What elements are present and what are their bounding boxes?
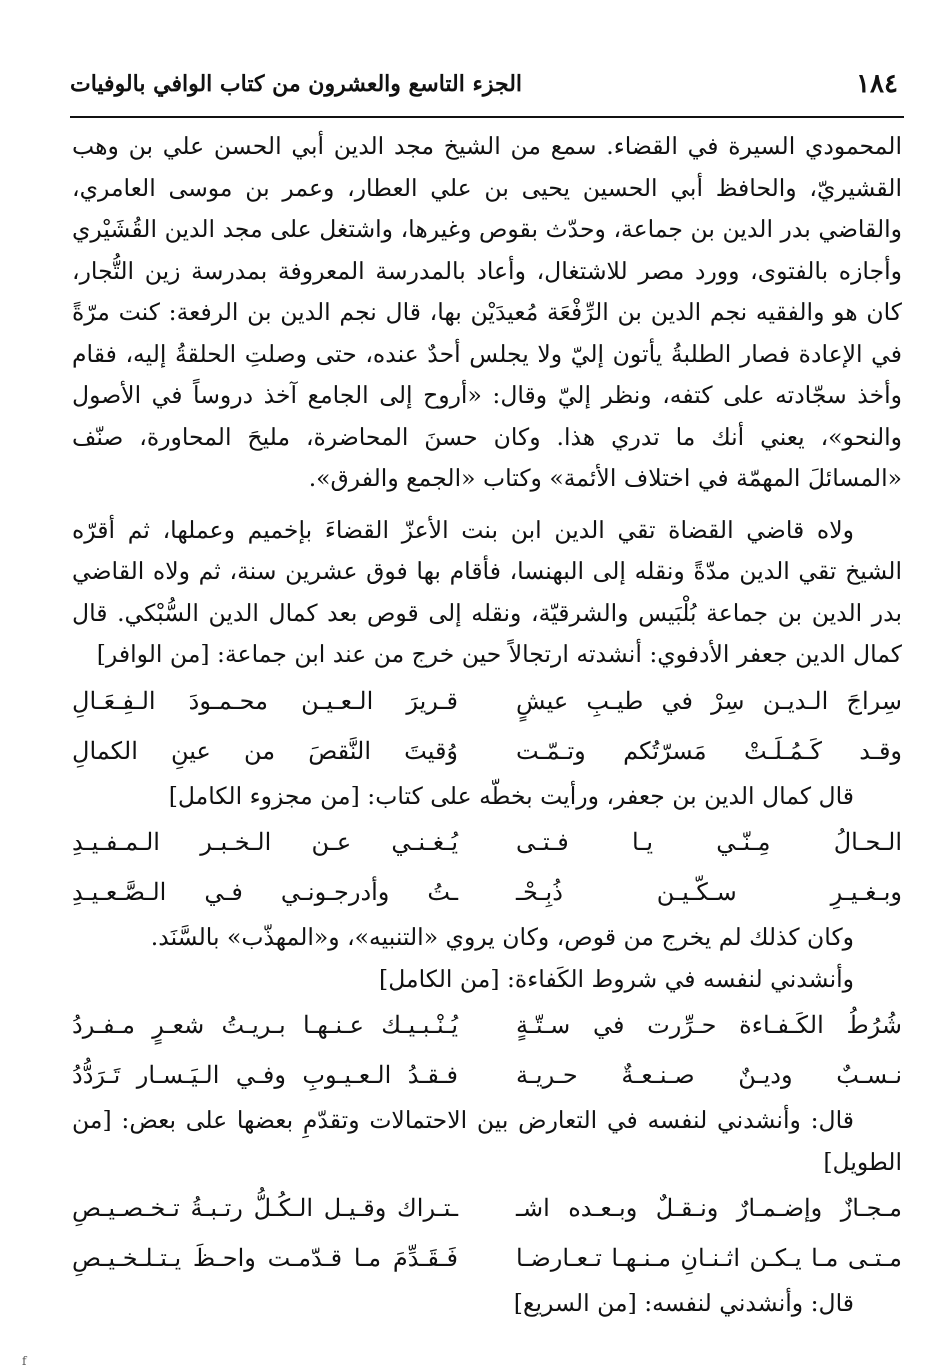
poem-intro-tawil: قال: وأنشدني لنفسه في التعارض بين الاحتمالات وتقدّمِ بعضها على بعض: [من الطويل] — [72, 1106, 902, 1176]
running-title: الجزء التاسع والعشرون من كتاب الوافي بالوفيات — [70, 71, 523, 97]
page-number: ١٨٤ — [856, 69, 898, 99]
verse-first-hemistich: وقـد كَـمُـلَـتْ مَسرّتُكم وتـمّـت — [516, 736, 902, 765]
verse-second-hemistich: ـتُ وأدرجـونـي فـي الـصَّـعـيـدِ — [72, 878, 458, 906]
poem-taarud — [72, 1183, 902, 1283]
verse-line — [72, 1233, 902, 1283]
verse-line — [72, 676, 902, 726]
verse-line — [72, 1183, 902, 1233]
poem-wafir — [72, 676, 902, 776]
verse-second-hemistich: فَـقَـدِّمَ مـا قـدّمـت واحـظَ يـتـلـخـيـصِ — [72, 1244, 458, 1272]
poem-kafaa — [72, 1000, 902, 1100]
verse-second-hemistich: قـريرَ الـعـيـن محـمـودَ الـفِـعَـالِ — [72, 686, 458, 715]
note-tanbih: وكان كذلك لم يخرج من قوص، وكان يروي «التنبيه»، و«المهذّب» بالسَّنَد. — [150, 923, 854, 951]
verse-first-hemistich: نـسـبٌ وديـنٌ صـنـعـةٌ حـريـة — [516, 1061, 902, 1089]
verse-second-hemistich: فـقـدُ الـعـيـوبِ وفـي الـيَـسـار تَـرَدُّدُ — [72, 1061, 458, 1089]
verse-first-hemistich: مـجـازٌ وإضـمـارٌ ونـقـلٌ وبـعـده اشـ — [516, 1194, 902, 1222]
verse-line — [72, 817, 902, 867]
verse-second-hemistich: ـتـراك وقـيـل الـكُـلُّ رتـبـةُ تـخـصـيـصِ — [72, 1194, 458, 1222]
poem-intro-sari: قال: وأنشدني لنفسه: [من السريع] — [513, 1289, 854, 1317]
verse-line — [72, 726, 902, 776]
verse-line — [72, 1000, 902, 1050]
verse-line — [72, 1050, 902, 1100]
verse-second-hemistich: يُـغـنـي عـن الـخـبـر الـمـفـيـدِ — [72, 828, 458, 856]
verse-first-hemistich: مـتـى مـا يـكـن اثـنـانِ مـنـهـا تـعـارضـا — [516, 1244, 902, 1272]
verse-first-hemistich: وبـغـيـرِ سـكّـيـن ذُبِـحْـ — [516, 878, 902, 906]
verse-first-hemistich: الـحـالُ مِـنّـي يـا فـتـى — [516, 828, 902, 856]
page-body — [72, 126, 902, 1325]
header-divider — [70, 116, 904, 118]
paragraph-appointments: ولاه قاضي القضاة تقي الدين ابن بنت الأعزّ القضاءَ بإخميم وعملها، ثم أقرّه الشيخ تقي الدين مدّةً ونقله إلى البهنسا، فأقام بها فوق عشرين سنة، ثم ولاه القاضي بدر الدين بن جماعة بُلْبَيس والشرقيّة، ونقله إلى قوص بعد كمال الدين السُّبْكي. قال كمال الدين جعفر الأدفوي: أنشدته ارتجالاً حين خرج من عند ابن جماعة: [من الوافر] — [72, 515, 902, 668]
verse-second-hemistich: وُقيتَ النَّقصَ من عينِ الكمالِ — [72, 736, 458, 765]
footer-mark: f — [22, 1354, 27, 1368]
running-header — [70, 60, 898, 108]
poem-intro-majzu-kamil: قال كمال الدين بن جعفر، ورأيت بخطّه على كتاب: [من مجزوء الكامل] — [168, 781, 854, 810]
poem-majzu-kamil — [72, 817, 902, 917]
verse-line — [72, 867, 902, 917]
verse-first-hemistich: سِراجَ الـديـن سِرْ في طيـبِ عيشٍ — [516, 686, 902, 715]
verse-second-hemistich: يُـنْـبـيـك عـنـهـا بـريـتُ شعـرٍ مـفـردُ — [72, 1011, 458, 1039]
poem-intro-kamil: وأنشدني لنفسه في شروط الكَفاءة: [من الكامل] — [379, 964, 854, 993]
verse-first-hemistich: شُرُطُ الكَـفـاءة حـرِّرت في سـتّـةٍ — [516, 1011, 902, 1039]
paragraph-biography: المحمودي السيرة في القضاء. سمع من الشيخ مجد الدين أبي الحسن علي بن وهب القشيريّ، والحافظ أبي الحسين يحيى بن علي العطار، وعمر بن موسى العامري، والقاضي بدر الدين بن جماعة، وحدّث بقوص وغيرها، واشتغل على مجد الدين القُشَيْري وأجازه بالفتوى، وورد مصر للاشتغال، وأعاد بالمدرسة المعروفة بمدرسة زين التُّجار، كان هو والفقيه نجم الدين بن الرِّفْعَة مُعيدَيْن بها، قال نجم الدين بن الرفعة: كنت مرّةً في الإعادة فصار الطلبةُ يأتون إليّ ولا يجلس أحدٌ عنده، حتى وصلتِ الحلقةُ إليه، فقام وأخذ سجّادته على كتفه، ونظر إليّ وقال: «أروح إلى الجامع آخذ دروساً في الأصول والنحو»، يعني أنك ما تدري هذا. وكان حسنَ المحاضرة، مليحَ المحاورة، صنّف «المسائلَ المهمّة في اختلاف الأئمة» وكتاب «الجمع والفرق». — [72, 132, 902, 492]
